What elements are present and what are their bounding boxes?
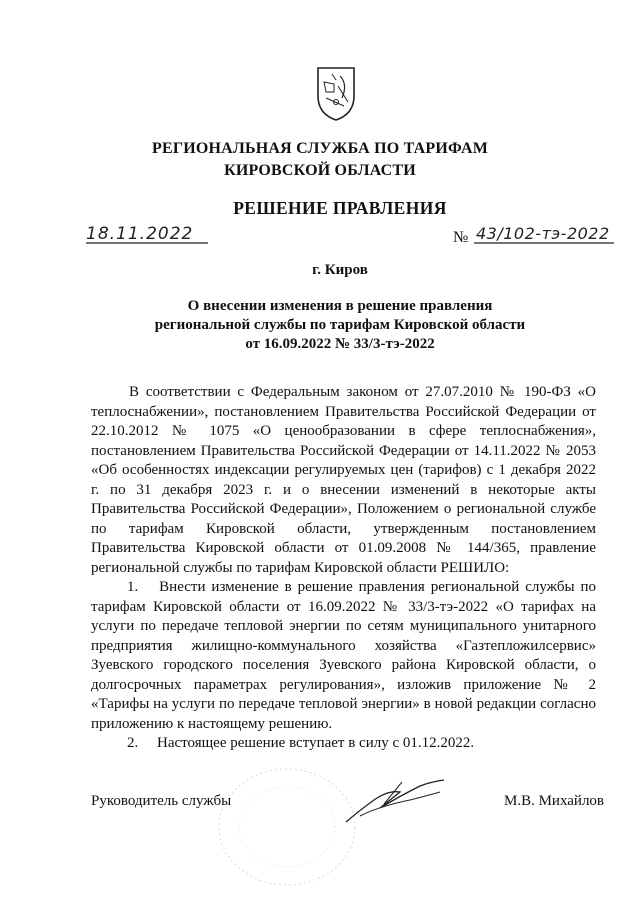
document-subject [0, 297, 640, 354]
signatory-name: М.В. Михайлов [504, 793, 605, 809]
preamble-paragraph: В соответствии с Федеральным законом от 27.07.2010 № 190-ФЗ «О теплоснабжении», постановлением Правительства Российской Федерации от 22.10.2012 № 1075 «О ценообразовании в сфере теплоснабжения», постановлением Правительства Российской Федерации от 14.11.2022 № 2053 «Об особенностях индексации регулируемых цен (тарифов) с 1 декабря 2022 г. по 31 декабря 2023 г. и о внесении изменений в некоторые акты Правительства Российской Федерации», Положением о региональной службе по тарифам Кировской области, утвержденным постановлением Правительства Кировской области от 01.09.2008 № 144/365, правление региональной службы по тарифам Кировской области РЕШИЛО: [91, 384, 596, 576]
organization-name-line2: КИРОВСКОЙ ОБЛАСТИ [224, 162, 416, 179]
number-underline [474, 241, 614, 245]
document-number: 43/102-тэ-2022 [476, 224, 610, 243]
organization-name-line1: РЕГИОНАЛЬНАЯ СЛУЖБА ПО ТАРИФАМ [151, 140, 489, 157]
signatory-role: Руководитель службы [91, 793, 232, 809]
kirov-coat-of-arms-icon [314, 62, 358, 122]
handwritten-signature-icon [340, 770, 450, 830]
subject-line: от 16.09.2022 № 33/3-тэ-2022 [245, 336, 435, 352]
date-underline [86, 241, 208, 245]
document-type-title: РЕШЕНИЕ ПРАВЛЕНИЯ [233, 198, 447, 218]
subject-line: региональной службы по тарифам Кировской области [154, 317, 526, 333]
decision-item-2: 2. Настоящее решение вступает в силу с 01.12.2022. [127, 735, 475, 751]
subject-line: О внесении изменения в решение правления [187, 298, 493, 314]
document-date: 18.11.2022 [86, 224, 194, 244]
decision-item-1: 1. Внести изменение в решение правления региональной службы по тарифам Кировской области от 16.09.2022 № 33/3-тэ-2022 «О тарифах на услуги по передаче тепловой энергии по сетям муниципального унитарного предприятия жилищно-коммунального хозяйства «Газтепложилсервис» Зуевского городского поселения Зуевского района Кировской области, о долгосрочных параметрах регулирования», изложив приложение № 2 «Тарифы на услуги по передаче тепловой энергии» в новой редакции согласно приложению к настоящему решению. [91, 579, 596, 732]
city: г. Киров [312, 262, 368, 278]
document-body [91, 383, 596, 754]
document-number-prefix: № [453, 229, 469, 246]
